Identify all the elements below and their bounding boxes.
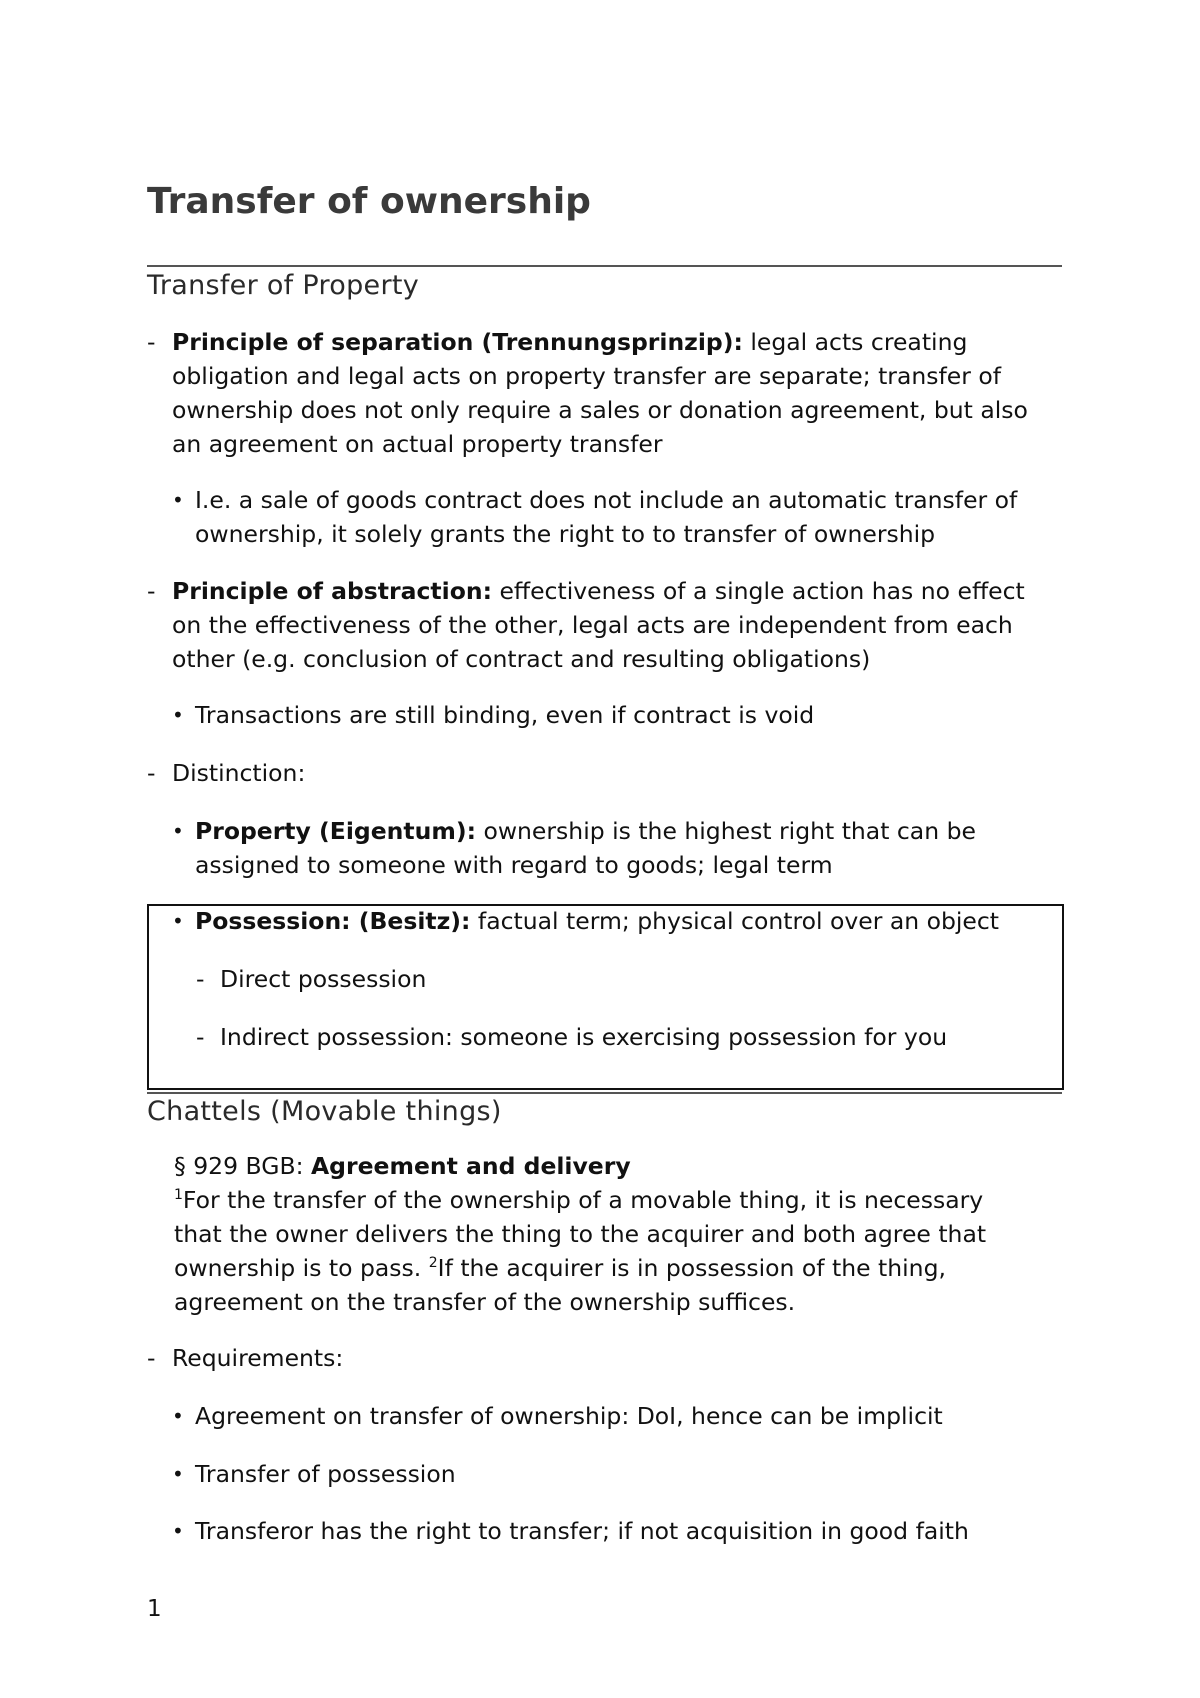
sentence-number: 2	[428, 1255, 438, 1272]
section-rule	[147, 265, 1062, 267]
bullet-marker: •	[172, 1404, 184, 1428]
bullet-marker: •	[172, 488, 184, 512]
page-number: 1	[147, 1596, 162, 1622]
abstraction-term: Principle of abstraction:	[172, 577, 492, 605]
separation-line: obligation and legal acts on property transfer are separate; transfer of	[172, 362, 1002, 390]
abstraction-line: other (e.g. conclusion of contract and resulting obligations)	[172, 645, 871, 673]
separation-paragraph	[172, 325, 1072, 461]
property-line: ownership is the highest right that can be	[475, 817, 976, 845]
statute-line: If the acquirer is in possession of the thing,	[437, 1254, 946, 1282]
abstraction-line: effectiveness of a single action has no effect	[491, 577, 1025, 605]
direct-possession-item: Direct possession	[220, 965, 427, 993]
property-line: assigned to someone with regard to goods; legal term	[195, 851, 833, 879]
statute-reference: § 929 BGB:	[174, 1152, 311, 1180]
separation-term: Principle of separation (Trennungsprinzip):	[172, 328, 743, 356]
separation-line: ownership does not only require a sales or donation agreement, but also	[172, 396, 1028, 424]
property-term: Property (Eigentum):	[195, 817, 476, 845]
possession-definition	[195, 904, 1065, 938]
abstraction-example: Transactions are still binding, even if contract is void	[195, 701, 815, 729]
statute-title: Agreement and delivery	[310, 1152, 631, 1180]
dash-marker: -	[147, 577, 156, 605]
separation-example-line: I.e. a sale of goods contract does not include an automatic transfer of	[195, 486, 1018, 514]
bullet-marker: •	[172, 909, 184, 933]
sentence-number: 1	[174, 1187, 183, 1204]
property-definition	[195, 814, 1075, 882]
bullet-marker: •	[172, 819, 184, 843]
possession-text: factual term; physical control over an object	[470, 907, 1000, 935]
dash-marker: -	[147, 328, 156, 356]
requirement-item: Transfer of possession	[195, 1460, 456, 1488]
bullet-marker: •	[172, 1462, 184, 1486]
separation-line: an agreement on actual property transfer	[172, 430, 663, 458]
statute-line: ownership is to pass.	[174, 1254, 429, 1282]
statute-line: For the transfer of the ownership of a movable thing, it is necessary	[182, 1186, 984, 1214]
dash-marker: -	[196, 1023, 205, 1051]
abstraction-paragraph	[172, 574, 1072, 676]
statute-paragraph	[174, 1149, 1054, 1319]
section-heading-transfer-of-property: Transfer of Property	[147, 270, 420, 301]
bullet-marker: •	[172, 703, 184, 727]
distinction-label: Distinction:	[172, 759, 306, 787]
bullet-marker: •	[172, 1519, 184, 1543]
requirement-item: Transferor has the right to transfer; if not acquisition in good faith	[195, 1517, 969, 1545]
separation-line: legal acts creating	[742, 328, 968, 356]
separation-example	[195, 483, 1075, 551]
possession-term: Possession: (Besitz):	[195, 907, 471, 935]
requirement-item: Agreement on transfer of ownership: DoI, hence can be implicit	[195, 1402, 943, 1430]
dash-marker: -	[147, 1344, 156, 1372]
statute-line: agreement on the transfer of the ownership suffices.	[174, 1288, 796, 1316]
abstraction-line: on the effectiveness of the other, legal acts are independent from each	[172, 611, 1013, 639]
separation-example-line: ownership, it solely grants the right to to transfer of ownership	[195, 520, 936, 548]
section-heading-chattels: Chattels (Movable things)	[147, 1096, 502, 1127]
statute-line: that the owner delivers the thing to the acquirer and both agree that	[174, 1220, 987, 1248]
document-title: Transfer of ownership	[147, 181, 591, 222]
dash-marker: -	[147, 759, 156, 787]
requirements-label: Requirements:	[172, 1344, 344, 1372]
dash-marker: -	[196, 965, 205, 993]
indirect-possession-item: Indirect possession: someone is exercising possession for you	[220, 1023, 948, 1051]
